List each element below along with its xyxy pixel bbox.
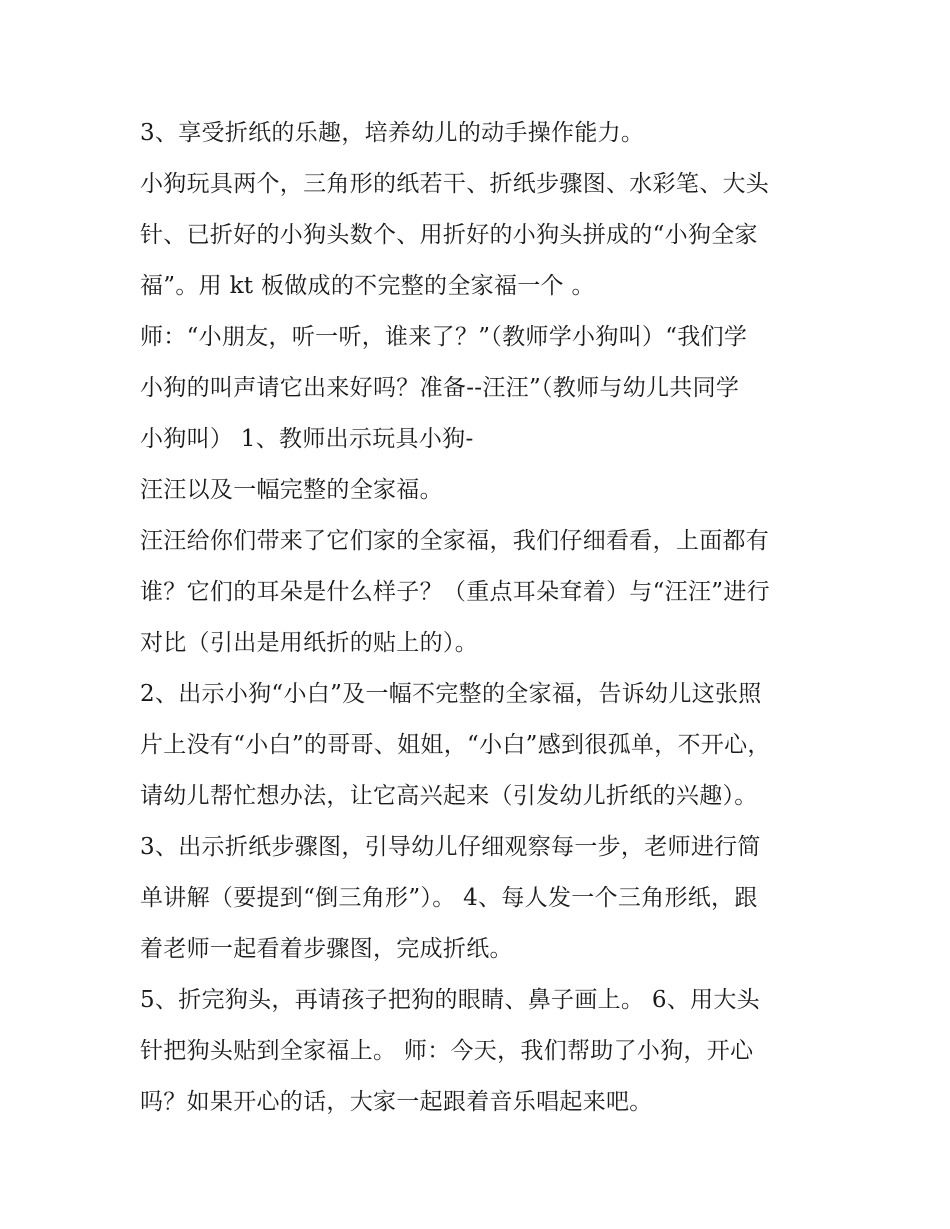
text-line-16: 单讲解（要提到“倒三角形”）。 4、每人发一个三角形纸，跟 bbox=[140, 885, 758, 911]
text-line-19: 针把狗头贴到全家福上。 师：今天，我们帮助了小狗，开心 bbox=[140, 1038, 754, 1064]
text-line-13: 片上没有“小白”的哥哥、姐姐，“小白”感到很孤单，不开心， bbox=[140, 732, 771, 758]
text-line-14: 请幼儿帮忙想办法，让它高兴起来（引发幼儿折纸的兴趣）。 bbox=[140, 783, 758, 809]
text-line-10: 谁？它们的耳朵是什么样子？（重点耳朵耷着）与“汪汪”进行 bbox=[140, 579, 770, 605]
text-line-1: 3、享受折纸的乐趣，培养幼儿的动手操作能力。 bbox=[140, 120, 645, 146]
text-line-3: 针、已折好的小狗头数个、用折好的小狗头拼成的“小狗全家 bbox=[140, 222, 758, 248]
text-line-20: 吗？如果开心的话，大家一起跟着音乐唱起来吧。 bbox=[140, 1089, 653, 1115]
document-body bbox=[140, 108, 820, 1128]
text-line-11: 对比（引出是用纸折的贴上的）。 bbox=[140, 630, 478, 656]
text-line-4: 福”。用 kt 板做成的不完整的全家福一个 。 bbox=[140, 273, 595, 299]
text-line-9: 汪汪给你们带来了它们家的全家福，我们仔细看看，上面都有 bbox=[140, 528, 770, 554]
text-line-5: 师：“小朋友，听一听，谁来了？”（教师学小狗叫）“我们学 bbox=[140, 324, 748, 350]
text-line-7: 小狗叫） 1、教师出示玩具小狗- bbox=[140, 426, 474, 452]
text-line-18: 5、折完狗头，再请孩子把狗的眼睛、鼻子画上。 6、用大头 bbox=[140, 987, 760, 1013]
text-line-8: 汪汪以及一幅完整的全家福。 bbox=[140, 477, 443, 503]
text-line-12: 2、出示小狗“小白”及一幅不完整的全家福，告诉幼儿这张照 bbox=[140, 681, 762, 707]
text-line-15: 3、出示折纸步骤图，引导幼儿仔细观察每一步，老师进行简 bbox=[140, 834, 761, 860]
text-line-2: 小狗玩具两个，三角形的纸若干、折纸步骤图、水彩笔、大头 bbox=[140, 171, 770, 197]
text-line-17: 着老师一起看着步骤图，完成折纸。 bbox=[140, 936, 513, 962]
text-line-6: 小狗的叫声请它出来好吗？准备--汪汪”（教师与幼儿共同学 bbox=[140, 375, 740, 401]
